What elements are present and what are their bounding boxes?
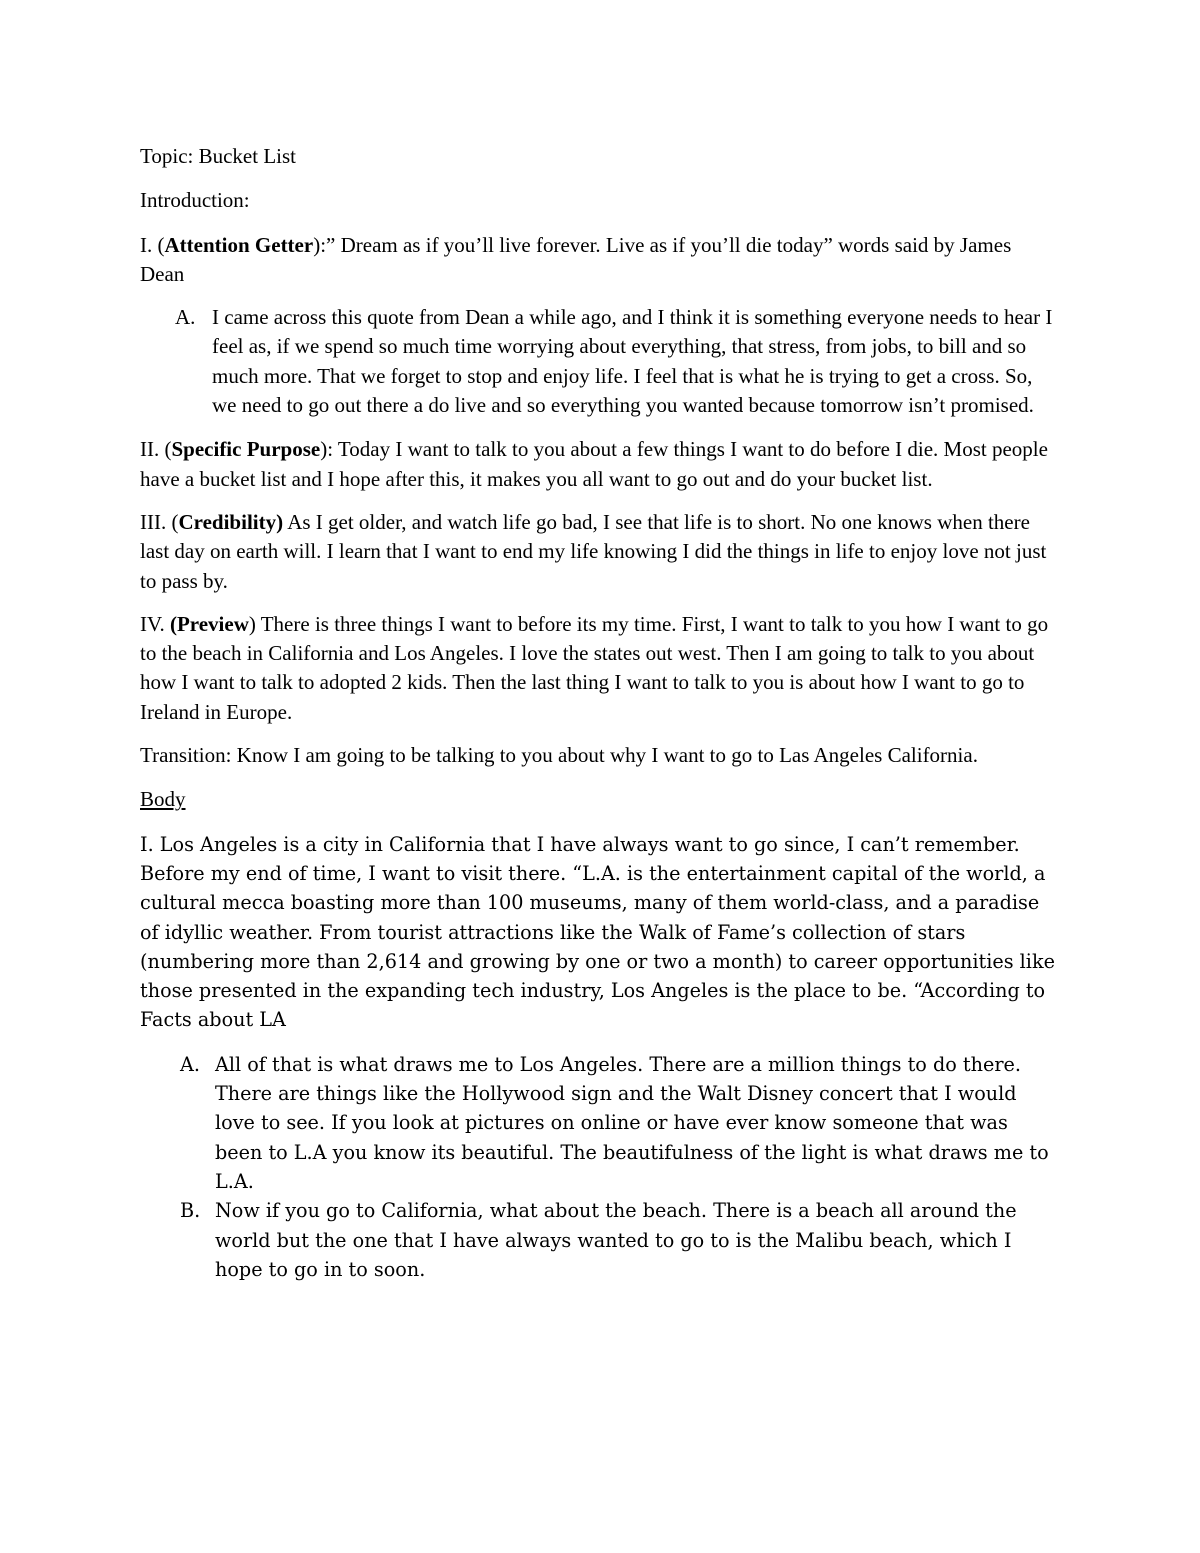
body-point-one: I. Los Angeles is a city in California that I have always want to go since, I can’t remember. Before my end of time, I want to visit there. “L.A. is the entertainment capital of the world, a cultural mecca boasting more than 100 museums, many of them world-class, and a paradise of idyllic weather. From tourist attractions like the Walk of Fame’s collection of stars (numbering more than 2,614 and growing by one or two a month) to career opportunities like those presented in the expanding tech industry, Los Angeles is the place to be. “According to Facts about LA <box>140 832 1055 1032</box>
preview-text: There is three things I want to before its my time. First, I want to talk to you how I want to go to the beach in California and Los Angeles. I love the states out west. Then I am going to talk to you about how I want to talk to adopted 2 kids. Then the last thing I want to talk to you is about how I want to go to Ireland in Europe. <box>140 611 1049 724</box>
preview-label: (Preview <box>169 611 249 636</box>
credibility-numeral: III. ( <box>140 509 179 534</box>
list-marker: A. <box>175 305 196 330</box>
body-sub-b-text: Now if you go to California, what about the beach. There is a beach all around the world but the one that I have always wanted to go to is the Malibu beach, which I hope to go in to soon. <box>215 1199 1017 1281</box>
list-marker: A. <box>180 1052 200 1076</box>
preview-numeral: IV. <box>140 611 170 636</box>
list-marker: B. <box>180 1199 201 1223</box>
attention-sub-a-text: I came across this quote from Dean a while ago, and I think it is something everyone needs to hear I feel as, if we spend so much time worrying about everything, that stress, from jobs, to bill and so much more. That we forget to stop and enjoy life. I feel that is what he is trying to get a cross. So, we need to go out there a do live and so everything you wanted because tomorrow isn’t promised. <box>212 305 1053 418</box>
specific-purpose-text: Today I want to talk to you about a few things I want to do before I die. Most people have a bucket list and I hope after this, it makes you all want to go out and do your bucket list. <box>140 437 1048 491</box>
attention-numeral: I. ( <box>140 232 165 257</box>
transition-paragraph: Transition: Know I am going to be talking to you about why I want to go to Las Angeles California. <box>140 743 978 768</box>
body-sub-a <box>140 1050 1060 1196</box>
purpose-close: ): <box>320 437 334 462</box>
body-heading: Body <box>140 787 186 812</box>
body-section <box>140 830 1060 1284</box>
purpose-numeral: II. ( <box>140 437 172 462</box>
credibility-paragraph <box>140 508 1060 596</box>
specific-purpose-paragraph <box>140 435 1060 494</box>
topic-line: Topic: Bucket List <box>140 144 297 168</box>
specific-purpose-label: Specific Purpose <box>171 437 321 462</box>
body-sub-b <box>140 1196 1060 1284</box>
introduction-label: Introduction: <box>140 188 250 213</box>
attention-getter-label: Attention Getter <box>164 232 314 257</box>
preview-close: ) <box>248 611 256 636</box>
credibility-text: As I get older, and watch life go bad, I see that life is to short. No one knows when there last day on earth will. I learn that I want to end my life knowing I did the things in life to enjoy love not just to pass by. <box>140 509 1047 593</box>
attention-getter-text: ” Dream as if you’ll live forever. Live as if you’ll die today” words said by James Dean <box>140 232 1012 286</box>
attention-getter-paragraph <box>140 231 1060 290</box>
preview-paragraph <box>140 610 1060 727</box>
attention-close: ): <box>313 232 327 257</box>
attention-sub-a <box>140 303 1060 420</box>
body-sub-a-text: All of that is what draws me to Los Angeles. There are a million things to do there. There are things like the Hollywood sign and the Walt Disney concert that I would love to see. If you look at pictures on online or have ever know someone that was been to L.A you know its beautiful. The beautifulness of the light is what draws me to L.A. <box>215 1052 1049 1193</box>
document-content <box>140 142 1060 1284</box>
credibility-label: Credibility) <box>178 509 284 534</box>
